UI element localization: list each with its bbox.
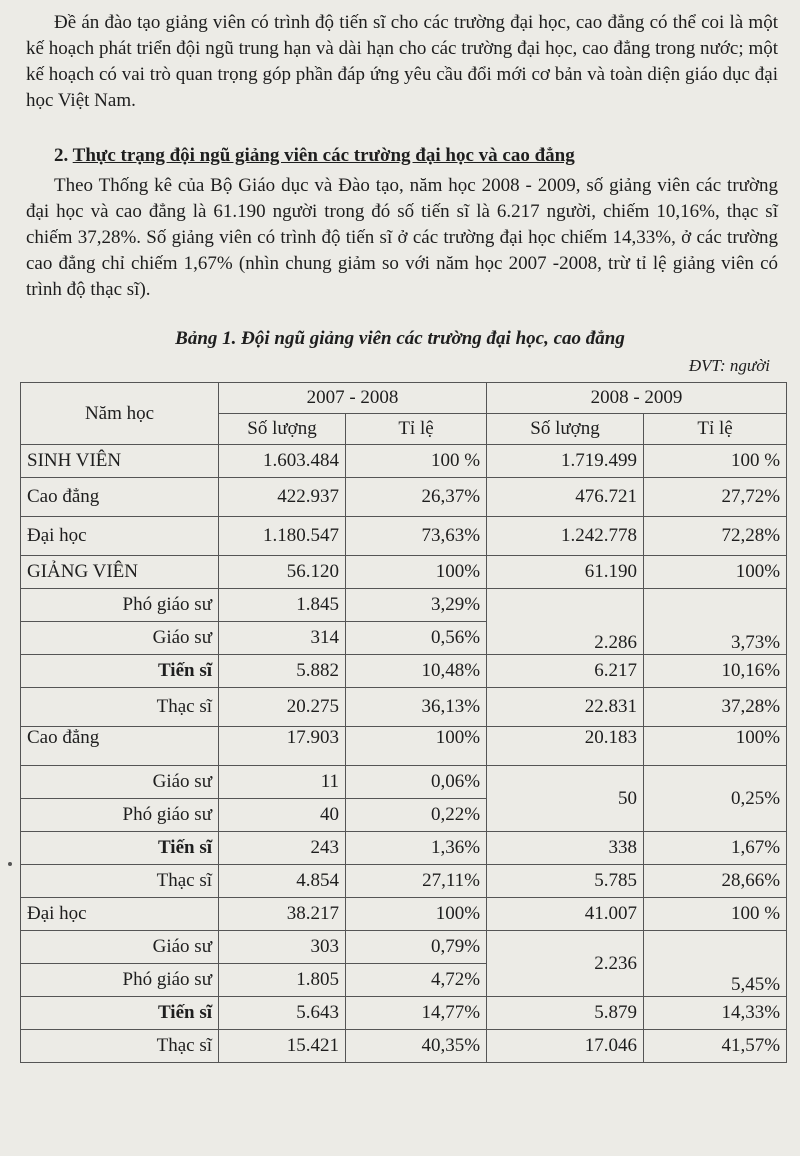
body-paragraph: Theo Thống kê của Bộ Giáo dục và Đào tạo, năm học 2008 - 2009, số giảng viên các trường đại học và cao đẳng là 61.190 người trong đó số tiến sĩ là 6.217 người, chiếm 10,16%, thạc sĩ chiếm 37,28%. Số giảng viên có trình độ tiến sĩ ở các trường đại học chiếm 14,33%, ở các trường cao đẳng chỉ chiếm 1,67% (nhìn chung giảm so với năm học 2007 -2008, trừ tỉ lệ giảng viên có trình độ thạc sĩ). bbox=[26, 175, 778, 300]
row-label: Tiến sĩ bbox=[21, 997, 219, 1030]
cell-ratio-2008: 100 % bbox=[644, 898, 787, 931]
table-row bbox=[21, 898, 787, 931]
row-label: Phó giáo sư bbox=[21, 799, 219, 832]
cell-count-2008: 5.879 bbox=[487, 997, 644, 1030]
cell-ratio-2008: 100% bbox=[644, 556, 787, 589]
cell-ratio-2007: 0,79% bbox=[346, 931, 487, 964]
cell-count-2008: 476.721 bbox=[487, 478, 644, 517]
cell-count-2007: 243 bbox=[219, 832, 346, 865]
cell-ratio-2008: 72,28% bbox=[644, 517, 787, 556]
row-label: Giáo sư bbox=[21, 931, 219, 964]
cell-count-2007: 314 bbox=[219, 622, 346, 655]
table-row bbox=[21, 832, 787, 865]
cell-count-2007: 38.217 bbox=[219, 898, 346, 931]
cell-ratio-2008: 10,16% bbox=[644, 655, 787, 688]
row-label: Phó giáo sư bbox=[21, 964, 219, 997]
row-label: Tiến sĩ bbox=[21, 655, 219, 688]
header-count-1: Số lượng bbox=[219, 414, 346, 445]
section-number: 2. bbox=[54, 145, 69, 166]
cell-count-2007: 1.805 bbox=[219, 964, 346, 997]
cell-count-2008: 41.007 bbox=[487, 898, 644, 931]
table-row bbox=[21, 478, 787, 517]
intro-paragraph: Đề án đào tạo giảng viên có trình độ tiến sĩ cho các trường đại học, cao đẳng có thể coi là một kế hoạch phát triển đội ngũ trung hạn và dài hạn cho các trường đại học, cao đẳng trong nước; một kế hoạch có vai trò quan trọng góp phần đáp ứng yêu cầu đổi mới cơ bản và toàn diện giáo dục đại học Việt Nam. bbox=[26, 12, 778, 111]
table-row bbox=[21, 865, 787, 898]
cell-count-2007: 56.120 bbox=[219, 556, 346, 589]
row-label: Phó giáo sư bbox=[21, 589, 219, 622]
cell-ratio-2007: 4,72% bbox=[346, 964, 487, 997]
table-row bbox=[21, 931, 787, 964]
cell-count-2008: 338 bbox=[487, 832, 644, 865]
cell-count-2007: 5.882 bbox=[219, 655, 346, 688]
row-label: Tiến sĩ bbox=[21, 832, 219, 865]
cell-ratio-2008: 27,72% bbox=[644, 478, 787, 517]
row-label: Cao đẳng bbox=[21, 478, 219, 517]
cell-count-2007: 303 bbox=[219, 931, 346, 964]
cell-ratio-2007: 73,63% bbox=[346, 517, 487, 556]
statistics-table bbox=[20, 382, 787, 1063]
header-period-2: 2008 - 2009 bbox=[487, 383, 787, 414]
table-row bbox=[21, 517, 787, 556]
cell-ratio-2007: 100% bbox=[346, 898, 487, 931]
cell-ratio-2007: 14,77% bbox=[346, 997, 487, 1030]
cell-ratio-2007: 100% bbox=[346, 556, 487, 589]
cell-ratio-2007: 0,22% bbox=[346, 799, 487, 832]
cell-ratio-2007: 0,06% bbox=[346, 766, 487, 799]
table-row bbox=[21, 1030, 787, 1063]
cell-count-2007: 40 bbox=[219, 799, 346, 832]
cell-ratio-2007: 27,11% bbox=[346, 865, 487, 898]
row-label: SINH VIÊN bbox=[21, 445, 219, 478]
cell-count-2008: 1.242.778 bbox=[487, 517, 644, 556]
header-year: Năm học bbox=[21, 383, 219, 445]
cell-ratio-2007: 40,35% bbox=[346, 1030, 487, 1063]
table-row bbox=[21, 997, 787, 1030]
cell-count-2008: 2.236 bbox=[487, 931, 644, 997]
cell-ratio-2008: 14,33% bbox=[644, 997, 787, 1030]
cell-ratio-2008: 3,73% bbox=[644, 589, 787, 655]
header-ratio-2: Tỉ lệ bbox=[644, 414, 787, 445]
table-row bbox=[21, 556, 787, 589]
cell-count-2008: 22.831 bbox=[487, 688, 644, 727]
row-label: Thạc sĩ bbox=[21, 1030, 219, 1063]
cell-count-2008: 1.719.499 bbox=[487, 445, 644, 478]
margin-mark bbox=[8, 862, 12, 866]
cell-ratio-2008: 0,25% bbox=[644, 766, 787, 832]
table-row bbox=[21, 445, 787, 478]
header-ratio-1: Tỉ lệ bbox=[346, 414, 487, 445]
row-label: Cao đẳng bbox=[21, 727, 219, 766]
header-count-2: Số lượng bbox=[487, 414, 644, 445]
cell-ratio-2007: 3,29% bbox=[346, 589, 487, 622]
cell-count-2007: 5.643 bbox=[219, 997, 346, 1030]
cell-ratio-2007: 10,48% bbox=[346, 655, 487, 688]
row-label: Giáo sư bbox=[21, 622, 219, 655]
cell-count-2007: 1.603.484 bbox=[219, 445, 346, 478]
cell-count-2008: 2.286 bbox=[487, 589, 644, 655]
cell-ratio-2007: 36,13% bbox=[346, 688, 487, 727]
cell-count-2007: 15.421 bbox=[219, 1030, 346, 1063]
cell-ratio-2008: 37,28% bbox=[644, 688, 787, 727]
cell-ratio-2007: 26,37% bbox=[346, 478, 487, 517]
table-row bbox=[21, 589, 787, 622]
table-row bbox=[21, 688, 787, 727]
row-label: Giáo sư bbox=[21, 766, 219, 799]
cell-count-2008: 50 bbox=[487, 766, 644, 832]
cell-ratio-2008: 1,67% bbox=[644, 832, 787, 865]
header-period-1: 2007 - 2008 bbox=[219, 383, 487, 414]
table-caption: Bảng 1. Đội ngũ giảng viên các trường đại học, cao đẳng bbox=[175, 328, 625, 349]
row-label: GIẢNG VIÊN bbox=[21, 556, 219, 589]
row-label: Đại học bbox=[21, 517, 219, 556]
cell-count-2007: 20.275 bbox=[219, 688, 346, 727]
cell-count-2008: 17.046 bbox=[487, 1030, 644, 1063]
table-row bbox=[21, 766, 787, 799]
cell-count-2007: 17.903 bbox=[219, 727, 346, 766]
cell-count-2008: 61.190 bbox=[487, 556, 644, 589]
unit-label: ĐVT: người bbox=[688, 356, 770, 375]
cell-count-2008: 20.183 bbox=[487, 727, 644, 766]
cell-ratio-2007: 1,36% bbox=[346, 832, 487, 865]
section-title: Thực trạng đội ngũ giảng viên các trường đại học và cao đẳng bbox=[72, 145, 575, 166]
cell-count-2007: 1.180.547 bbox=[219, 517, 346, 556]
cell-ratio-2007: 100 % bbox=[346, 445, 487, 478]
cell-ratio-2008: 5,45% bbox=[644, 931, 787, 997]
row-label: Đại học bbox=[21, 898, 219, 931]
cell-count-2007: 11 bbox=[219, 766, 346, 799]
cell-ratio-2008: 100% bbox=[644, 727, 787, 766]
section-heading bbox=[54, 145, 575, 167]
row-label: Thạc sĩ bbox=[21, 688, 219, 727]
row-label: Thạc sĩ bbox=[21, 865, 219, 898]
cell-count-2007: 4.854 bbox=[219, 865, 346, 898]
cell-ratio-2008: 100 % bbox=[644, 445, 787, 478]
cell-ratio-2007: 100% bbox=[346, 727, 487, 766]
cell-ratio-2007: 0,56% bbox=[346, 622, 487, 655]
cell-count-2008: 5.785 bbox=[487, 865, 644, 898]
cell-count-2008: 6.217 bbox=[487, 655, 644, 688]
cell-ratio-2008: 28,66% bbox=[644, 865, 787, 898]
cell-ratio-2008: 41,57% bbox=[644, 1030, 787, 1063]
table-row bbox=[21, 655, 787, 688]
cell-count-2007: 1.845 bbox=[219, 589, 346, 622]
table-row bbox=[21, 727, 787, 766]
cell-count-2007: 422.937 bbox=[219, 478, 346, 517]
